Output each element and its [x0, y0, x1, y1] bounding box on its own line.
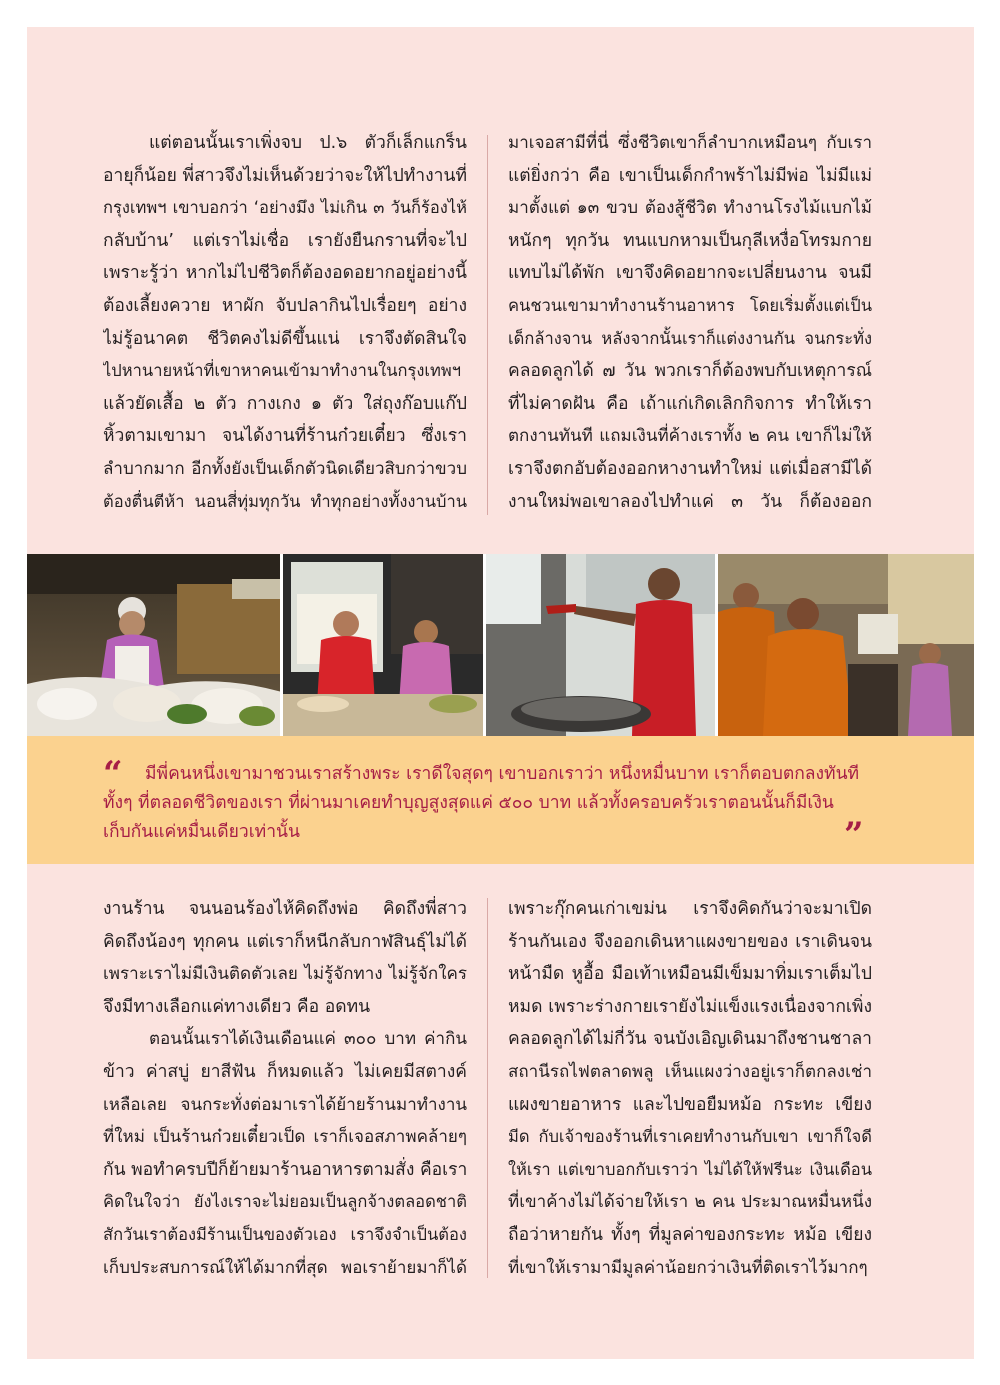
- text-line: ไม่รู้อนาคต ชีวิตคงไม่ดีขึ้นแน่ เราจึงตัดสินใจ: [103, 328, 467, 349]
- bottom-column-divider: [487, 898, 488, 1278]
- text-line: ลำบากมาก อีกทั้งยังเป็นเด็กตัวนิดเดียวสิบกว่าขวบ: [103, 458, 467, 479]
- text-line: ตอนนั้นเราได้เงินเดือนแค่ ๓๐๐ บาท ค่ากิน: [149, 1029, 467, 1050]
- text-line: กัน พอทำครบปีก็ย้ายมาร้านอาหารตามสั่ง คือเรา: [103, 1159, 467, 1180]
- text-line: เราจึงตกอับต้องออกหางานทำใหม่ แต่เมื่อสามีได้: [508, 458, 872, 479]
- text-line: ที่เขาให้เรามามีมูลค่าน้อยกว่าเงินที่ติดเราไว้มากๆ: [508, 1257, 868, 1278]
- top-right-column: [508, 127, 872, 518]
- text-line: คนชวนเขามาทำงานร้านอาหาร โดยเริ่มตั้งแต่เป็น: [508, 295, 872, 315]
- text-line: เด็กล้างจาน หลังจากนั้นเราก็แต่งงานกัน จนกระทั่ง: [508, 328, 872, 348]
- text-line: คลอดลูกได้ ๗ วัน พวกเราก็ต้องพบกับเหตุการณ์: [508, 361, 872, 382]
- text-line: ข้าว ค่าสบู่ ยาสีฟัน ก็หมดแล้ว ไม่เคยมีสตางค์: [103, 1061, 467, 1082]
- text-line: ร้านกันเอง จึงออกเดินหาแผงขายของ เราเดินจน: [508, 931, 872, 952]
- text-line: เพราะรู้ว่า หากไม่ไปชีวิตก็ต้องอดอยากอยู่อย่างนี้: [103, 263, 467, 284]
- quote-line: ทั้งๆ ที่ตลอดชีวิตของเรา ที่ผ่านมาเคยทำบุญสูงสุดแค่ ๕๐๐ บาท แล้วทั้งครอบครัวเราตอนนั้นก็มีเงิน: [103, 793, 834, 813]
- photo-strip: [27, 554, 974, 736]
- text-line: แต่ยิ่งกว่า คือ เขาเป็นเด็กกำพร้าไม่มีพ่อ ไม่มีแม่: [508, 165, 872, 186]
- text-line: จึงมีทางเลือกแค่ทางเดียว คือ อดทน: [103, 996, 371, 1017]
- text-line: ต้องตื่นตีห้า นอนสี่ทุ่มทุกวัน ทำทุกอย่างทั้งงานบ้าน: [103, 491, 467, 511]
- photo-couple-shop: [283, 554, 486, 736]
- quote-close-mark: ”: [844, 815, 864, 855]
- text-line: คิดในใจว่า ยังไงเราจะไม่ยอมเป็นลูกจ้างตลอดชาติ: [103, 1192, 467, 1212]
- text-line: หน้ามืด หูอื้อ มือเท้าเหมือนมีเข็มมาทิ่มเราเต็มไป: [508, 964, 872, 985]
- quote-line: มีพี่คนหนึ่งเขามาชวนเราสร้างพระ เราดีใจสุดๆ เขาบอกเราว่า หนึ่งหมื่นบาท เราก็ตอบตกลงทันที: [145, 764, 860, 784]
- text-line: เพราะเราไม่มีเงินติดตัวเลย ไม่รู้จักทาง ไม่รู้จักใคร: [103, 964, 467, 985]
- quote-open-mark: “: [103, 754, 123, 794]
- text-line: งานร้าน จนนอนร้องไห้คิดถึงพ่อ คิดถึงพี่สาว: [103, 899, 467, 919]
- photo-vendor-market: [27, 554, 283, 736]
- text-line: สักวันเราต้องมีร้านเป็นของตัวเอง เราจึงจำเป็นต้อง: [103, 1224, 467, 1244]
- text-line: ต้องเลี้ยงควาย หาผัก จับปลากินไปเรื่อยๆ อย่าง: [103, 295, 467, 316]
- text-line: ตกงานทันที แถมเงินที่ค้างเราทั้ง ๒ คน เขาก็ไม่ให้: [508, 426, 872, 447]
- photo-cook-wok: [486, 554, 719, 736]
- pull-quote-text: [103, 760, 873, 847]
- text-line: คิดถึงน้องๆ ทุกคน แต่เราก็หนีกลับกาฬสินธุ์ไม่ได้: [103, 931, 467, 952]
- text-line: งานใหม่พอเขาลองไปทำแค่ ๓ วัน ก็ต้องออก: [508, 491, 872, 512]
- text-line: หิ้วตามเขามา จนได้งานที่ร้านก๋วยเตี๋ยว ซึ่งเรา: [103, 426, 467, 447]
- text-line: กรุงเทพฯ เขาบอกว่า ‘อย่างมึง ไม่เกิน ๓ วันก็ร้องไห้: [103, 198, 467, 218]
- text-line: ที่ไม่คาดฝัน คือ เถ้าแก่เกิดเลิกกิจการ ทำให้เรา: [508, 393, 872, 414]
- text-line: ถือว่าหายกัน ทั้งๆ ที่มูลค่าของกระทะ หม้อ เขียง: [508, 1224, 872, 1245]
- text-line: หมด เพราะร่างกายเรายังไม่แข็งแรงเนื่องจากเพิ่ง: [508, 996, 872, 1017]
- quote-line: เก็บกันแค่หมื่นเดียวเท่านั้น: [103, 822, 300, 842]
- text-line: แผงขายอาหาร และไปขอยืมหม้อ กระทะ เขียง: [508, 1094, 872, 1115]
- text-line: สถานีรถไฟตลาดพลู เห็นแผงว่างอยู่เราก็ตกลงเช่า: [508, 1061, 872, 1082]
- top-column-divider: [487, 135, 488, 515]
- bottom-right-column: [508, 893, 872, 1284]
- bottom-left-column: [103, 893, 467, 1284]
- text-line: กลับบ้าน’ แต่เราไม่เชื่อ เรายังยืนกรานที่จะไป: [103, 230, 467, 251]
- text-line: มีด กับเจ้าของร้านที่เราเคยทำงานกับเขา เขาก็ใจดี: [508, 1127, 872, 1147]
- top-left-column: [103, 127, 467, 518]
- text-line: คลอดลูกได้ไม่กี่วัน จนบังเอิญเดินมาถึงชานชาลา: [508, 1029, 872, 1050]
- text-line: เก็บประสบการณ์ให้ได้มากที่สุด พอเราย้ายมาก็ได้: [103, 1257, 467, 1278]
- text-line: ที่ใหม่ เป็นร้านก๋วยเตี๋ยวเป็ด เราก็เจอสภาพคล้ายๆ: [103, 1127, 467, 1148]
- text-line: แทบไม่ได้พัก เขาจึงคิดอยากจะเปลี่ยนงาน จนมี: [508, 263, 872, 284]
- text-line: มาตั้งแต่ ๑๓ ขวบ ต้องสู้ชีวิต ทำงานโรงไม้แบกไม้: [508, 198, 872, 219]
- text-line: อายุก็น้อย พี่สาวจึงไม่เห็นด้วยว่าจะให้ไปทำงานที่: [103, 165, 467, 186]
- text-line: ที่เขาค้างไม่ได้จ่ายให้เรา ๒ คน ประมาณหมื่นหนึ่ง: [508, 1192, 872, 1213]
- photo-monks-market: [718, 554, 974, 736]
- text-line: เพราะกุ๊กคนเก่าเขม่น เราจึงคิดกันว่าจะมาเปิด: [508, 899, 872, 919]
- text-line: มาเจอสามีที่นี่ ซึ่งชีวิตเขาก็ลำบากเหมือนๆ กับเรา: [508, 133, 872, 153]
- text-line: เหลือเลย จนกระทั่งต่อมาเราได้ย้ายร้านมาทำงาน: [103, 1094, 467, 1115]
- text-line: ไปหานายหน้าที่เขาหาคนเข้ามาทำงานในกรุงเทพฯ: [103, 361, 462, 381]
- text-line: แล้วยัดเสื้อ ๒ ตัว กางเกง ๑ ตัว ใส่ถุงก๊อบแก๊ป: [103, 393, 467, 414]
- text-line: ให้เรา แต่เขาบอกกับเราว่า ไม่ได้ให้ฟรีนะ เงินเดือน: [508, 1159, 872, 1179]
- text-line: หนักๆ ทุกวัน ทนแบกหามเป็นกุลีเหงื่อโทรมกาย: [508, 230, 872, 251]
- text-line: แต่ตอนนั้นเราเพิ่งจบ ป.๖ ตัวก็เล็กแกร็น: [149, 133, 467, 153]
